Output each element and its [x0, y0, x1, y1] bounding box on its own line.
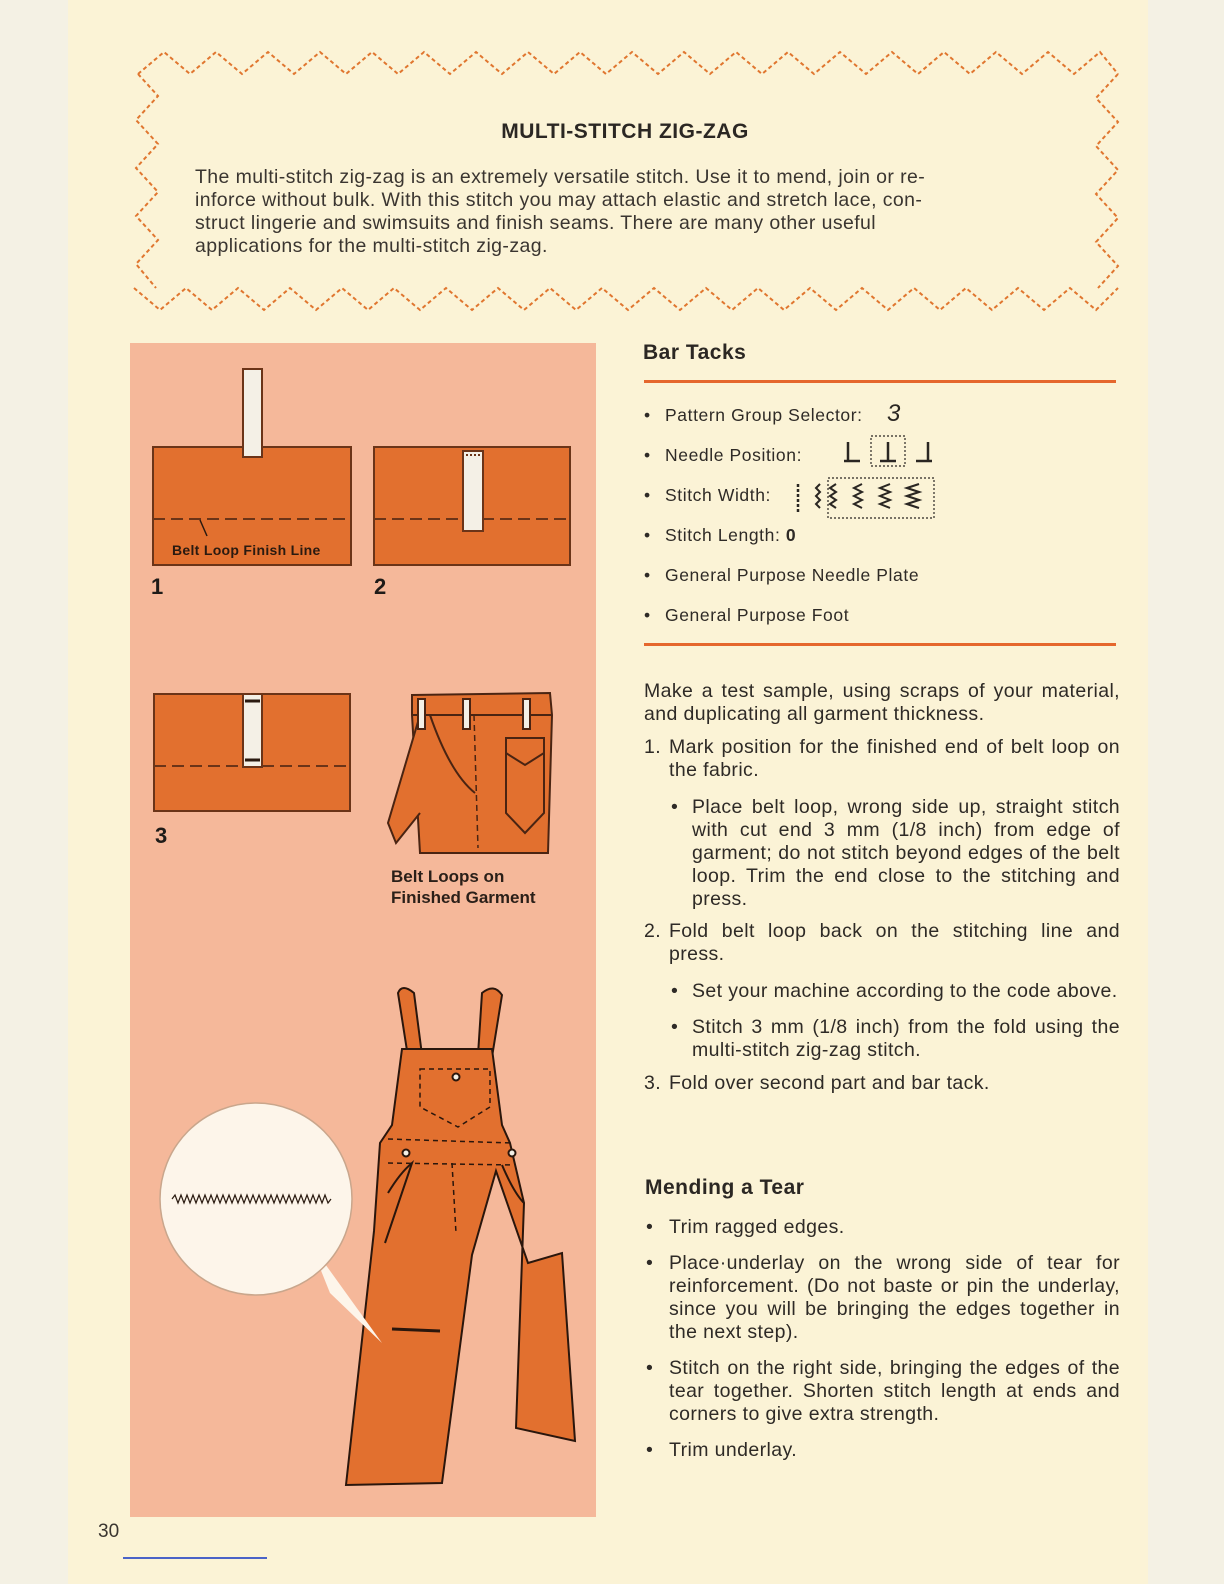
zigzag-bottom	[134, 288, 1118, 310]
bar-tacks-heading: Bar Tacks	[643, 341, 747, 364]
spec-needle-plate	[644, 565, 919, 586]
figure-1-belt-loop-placement	[153, 369, 351, 565]
illustration-panel	[130, 343, 596, 1517]
caption-line: Belt Loops on	[391, 867, 505, 886]
step-1-detail: • Place belt loop, wrong side up, straight stitch with cut end 3 mm (1/8 inch) from edge of garment; do not stitch beyond edges of the belt loop. Trim the end close to the stitching and press.	[644, 796, 1120, 911]
intro-line: applications for the multi-stitch zig-zag.	[195, 235, 548, 257]
mending-step: • Place·underlay on the wrong side of tear for reinforcement. (Do not baste or pin the underlay, since you will be bringing the edges together in the next step).	[644, 1252, 1120, 1344]
step-3	[644, 1072, 1120, 1095]
overalls-illustration	[346, 988, 575, 1485]
pattern-group-symbol: 3	[887, 400, 901, 427]
bullet: •	[644, 605, 651, 625]
spec-label: Pattern Group Selector:	[665, 405, 863, 425]
needle-position-icon	[840, 434, 940, 468]
mending-step: • Trim ragged edges.	[644, 1216, 1120, 1239]
zigzag-right	[1096, 74, 1118, 288]
bullet: •	[644, 485, 651, 505]
bar-tacks-instructions	[644, 680, 1120, 1095]
intro-line: inforce without bulk. With this stitch you may attach elastic and stretch lace, con-	[195, 189, 923, 211]
figure-number-1: 1	[151, 574, 164, 599]
intro-line: struct lingerie and swimsuits and finish seams. There are many other useful	[195, 212, 877, 234]
step-number: 2.	[644, 920, 662, 942]
step-text: Fold belt loop back on the stitching line and press.	[669, 920, 1120, 965]
bullet: •	[644, 405, 651, 425]
step-text: Fold over second part and bar tack.	[669, 1072, 990, 1094]
spec-stitch-length	[644, 525, 796, 546]
bullet: •	[644, 525, 651, 545]
test-sample-paragraph: Make a test sample, using scraps of your material, and duplicating all garment thickness.	[644, 680, 1120, 725]
figure-number-2: 2	[374, 574, 387, 599]
spec-label: General Purpose Foot	[665, 605, 850, 625]
page-number: 30	[98, 1521, 120, 1542]
spec-label: Needle Position:	[665, 445, 803, 465]
step-number: 3.	[644, 1072, 662, 1094]
belt-loops-caption	[391, 866, 591, 908]
stitch-width-icon	[792, 476, 938, 522]
mending-heading: Mending a Tear	[645, 1176, 805, 1199]
mending-step: • Stitch on the right side, bringing the edges of the tear together. Shorten stitch length at ends and corners to give extra strength.	[644, 1357, 1120, 1426]
step-1	[644, 736, 1120, 782]
belt-loop-finish-line-label: Belt Loop Finish Line	[172, 542, 321, 558]
magnified-stitch-callout	[160, 1103, 382, 1343]
spec-stitch-width	[644, 485, 771, 506]
spec-label: Stitch Width:	[665, 485, 772, 505]
section-rule-bottom	[644, 643, 1116, 646]
caption-line: Finished Garment	[391, 888, 536, 907]
footer-link-underline	[123, 1557, 267, 1559]
step-2-detail: • Set your machine according to the code above.	[644, 980, 1120, 1003]
bullet: •	[644, 445, 651, 465]
step-2	[644, 920, 1120, 966]
bullet: •	[644, 565, 651, 585]
figure-2-belt-loop-folded	[374, 447, 570, 565]
spec-presser-foot	[644, 605, 849, 626]
stitch-length-value: 0	[785, 525, 797, 545]
zigzag-left	[136, 74, 158, 288]
mending-step: • Trim underlay.	[644, 1439, 1120, 1462]
step-text: Mark position for the finished end of belt loop on the fabric.	[669, 736, 1120, 781]
spec-label: Stitch Length:	[665, 525, 781, 545]
spec-label: General Purpose Needle Plate	[665, 565, 920, 585]
intro-title: MULTI-STITCH ZIG-ZAG	[501, 120, 749, 143]
intro-line: The multi-stitch zig-zag is an extremely versatile stitch. Use it to mend, join or re-	[195, 166, 926, 188]
spec-pattern-group	[644, 405, 863, 426]
intro-text	[195, 166, 1060, 258]
illustration-drawings	[130, 343, 596, 1517]
step-number: 1.	[644, 736, 662, 758]
spec-needle-position	[644, 445, 802, 466]
figure-number-3: 3	[155, 823, 168, 848]
pants-belt-loops-illustration	[388, 693, 552, 853]
step-2-detail: • Stitch 3 mm (1/8 inch) from the fold using the multi-stitch zig-zag stitch.	[644, 1016, 1120, 1062]
mending-instructions	[644, 1216, 1120, 1462]
zigzag-top	[138, 52, 1118, 74]
section-rule-top	[644, 380, 1116, 383]
figure-3-bar-tack	[154, 694, 350, 811]
